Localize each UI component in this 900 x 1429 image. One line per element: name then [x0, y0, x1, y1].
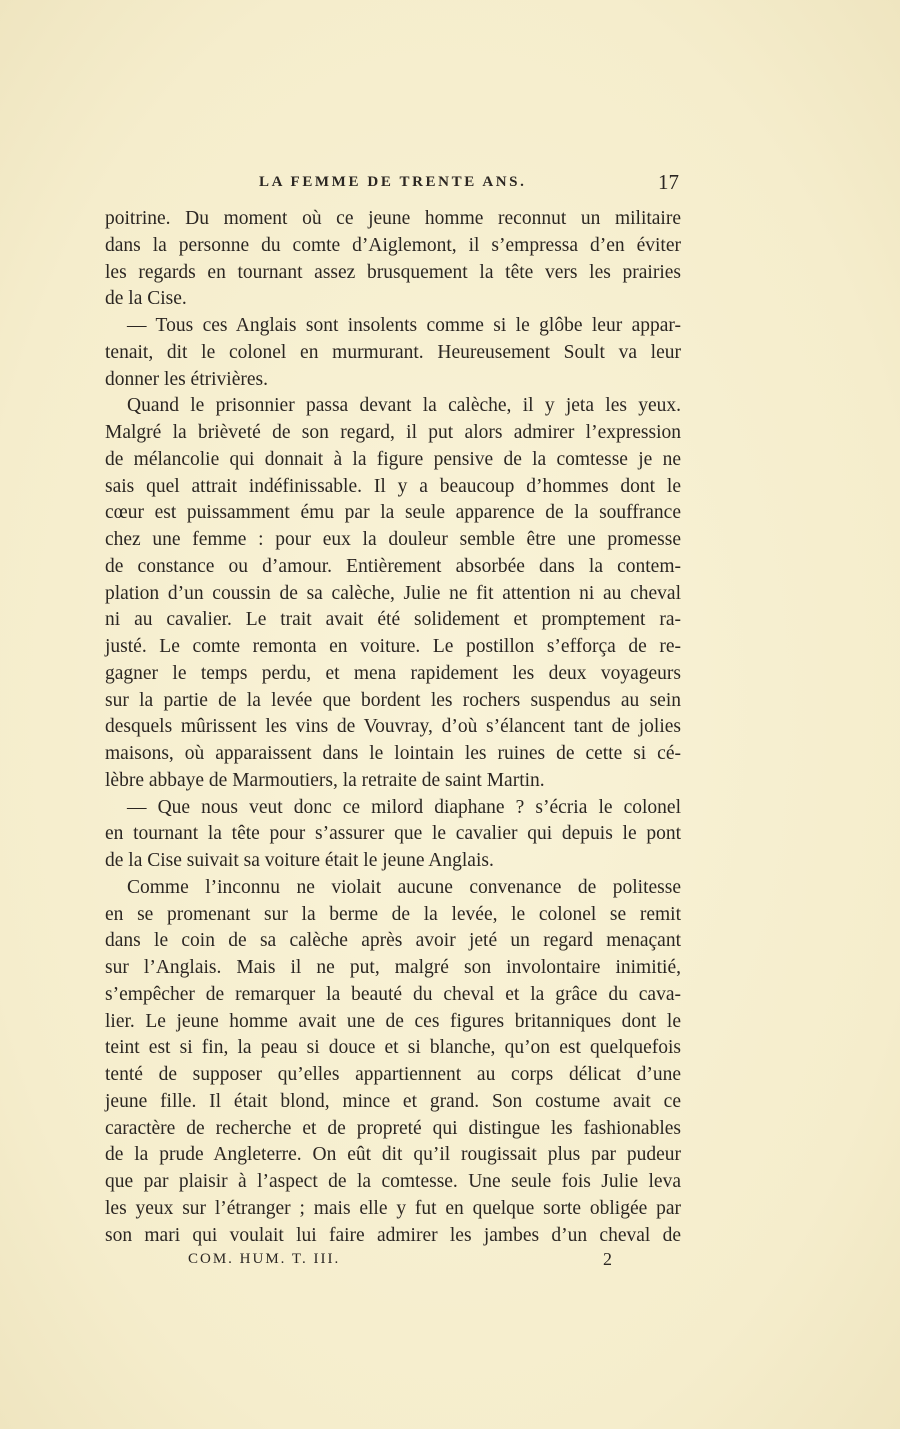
- text-line: les regards en tournant assez brusquement la tête vers les prairies: [105, 261, 681, 283]
- text-line: tenait, dit le colonel en murmurant. Heureusement Soult va leur: [105, 341, 681, 363]
- text-line: lier. Le jeune homme avait une de ces figures britanniques dont le: [105, 1010, 681, 1032]
- text-line: teint est si fin, la peau si douce et si blanche, qu’on est quelquefois: [105, 1037, 681, 1059]
- text-line: Comme l’inconnu ne violait aucune convenance de politesse: [127, 876, 681, 898]
- text-line: Quand le prisonnier passa devant la calèche, il y jeta les yeux.: [127, 395, 681, 417]
- text-line: sais quel attrait indéfinissable. Il y a beaucoup d’hommes dont le: [105, 475, 681, 497]
- text-line: poitrine. Du moment où ce jeune homme reconnut un militaire: [105, 208, 681, 229]
- text-line: de mélancolie qui donnait à la figure pensive de la comtesse je ne: [105, 448, 681, 470]
- text-line: justé. Le comte remonta en voiture. Le postillon s’efforça de re-: [105, 636, 681, 657]
- text-line: s’empêcher de remarquer la beauté du cheval et la grâce du cava-: [105, 983, 681, 1005]
- text-line: sur la partie de la levée que bordent les rochers suspendus au sein: [105, 689, 681, 711]
- text-line: que par plaisir à l’aspect de la comtesse. Une seule fois Julie leva: [105, 1171, 681, 1192]
- text-line: — Tous ces Anglais sont insolents comme si le glôbe leur appar-: [127, 315, 681, 336]
- running-title: LA FEMME DE TRENTE ANS.: [259, 174, 527, 190]
- text-line: donner les étrivières.: [105, 368, 268, 390]
- text-line: de la Cise suivait sa voiture était le jeune Anglais.: [105, 850, 494, 871]
- text-line: chez une femme : pour eux la douleur semble être une promesse: [105, 529, 681, 550]
- text-line: de la prude Angleterre. On eût dit qu’il rougissait plus par pudeur: [105, 1144, 681, 1166]
- text-line: dans le coin de sa calèche après avoir jeté un regard menaçant: [105, 930, 681, 952]
- text-line: tenté de supposer qu’elles appartiennent au corps délicat d’une: [105, 1064, 681, 1085]
- text-line: lèbre abbaye de Marmoutiers, la retraite de saint Martin.: [105, 769, 545, 791]
- text-line: de constance ou d’amour. Entièrement absorbée dans la contem-: [105, 555, 681, 577]
- text-line: caractère de recherche et de propreté qui distingue les fashionables: [105, 1117, 681, 1139]
- text-line: de la Cise.: [105, 288, 187, 310]
- page-number: 17: [658, 170, 679, 194]
- text-line: desquels mûrissent les vins de Vouvray, d’où s’élancent tant de jolies: [105, 716, 681, 738]
- text-line: en se promenant sur la berme de la levée, le colonel se remit: [105, 903, 681, 925]
- text-line: gagner le temps perdu, et mena rapidement les deux voyageurs: [105, 662, 681, 684]
- footer-signature-mark: 2: [603, 1249, 612, 1269]
- text-line: jeune fille. Il était blond, mince et grand. Son costume avait ce: [105, 1090, 681, 1112]
- text-line: sur l’Anglais. Mais il ne put, malgré son involontaire inimitié,: [105, 957, 681, 978]
- text-line: les yeux sur l’étranger ; mais elle y fut en quelque sorte obligée par: [105, 1197, 681, 1219]
- text-line: en tournant la tête pour s’assurer que le cavalier qui depuis le pont: [105, 823, 681, 845]
- text-line: ni au cavalier. Le trait avait été solidement et promptement ra-: [105, 609, 681, 631]
- footer-signature: COM. HUM. T. III.: [188, 1251, 341, 1267]
- text-line: plation d’un coussin de sa calèche, Julie ne fit attention ni au cheval: [105, 582, 681, 604]
- text-line: cœur est puissamment ému par la seule apparence de la souffrance: [105, 502, 681, 524]
- text-line: — Que nous veut donc ce milord diaphane ? s’écria le colonel: [127, 796, 681, 818]
- text-line: maisons, où apparaissent dans le lointain les ruines de cette si cé-: [105, 743, 681, 764]
- text-line: son mari qui voulait lui faire admirer les jambes d’un cheval de: [105, 1224, 681, 1246]
- text-line: dans la personne du comte d’Aiglemont, il s’empressa d’en éviter: [105, 234, 681, 256]
- text-line: Malgré la brièveté de son regard, il put alors admirer l’expression: [105, 422, 681, 443]
